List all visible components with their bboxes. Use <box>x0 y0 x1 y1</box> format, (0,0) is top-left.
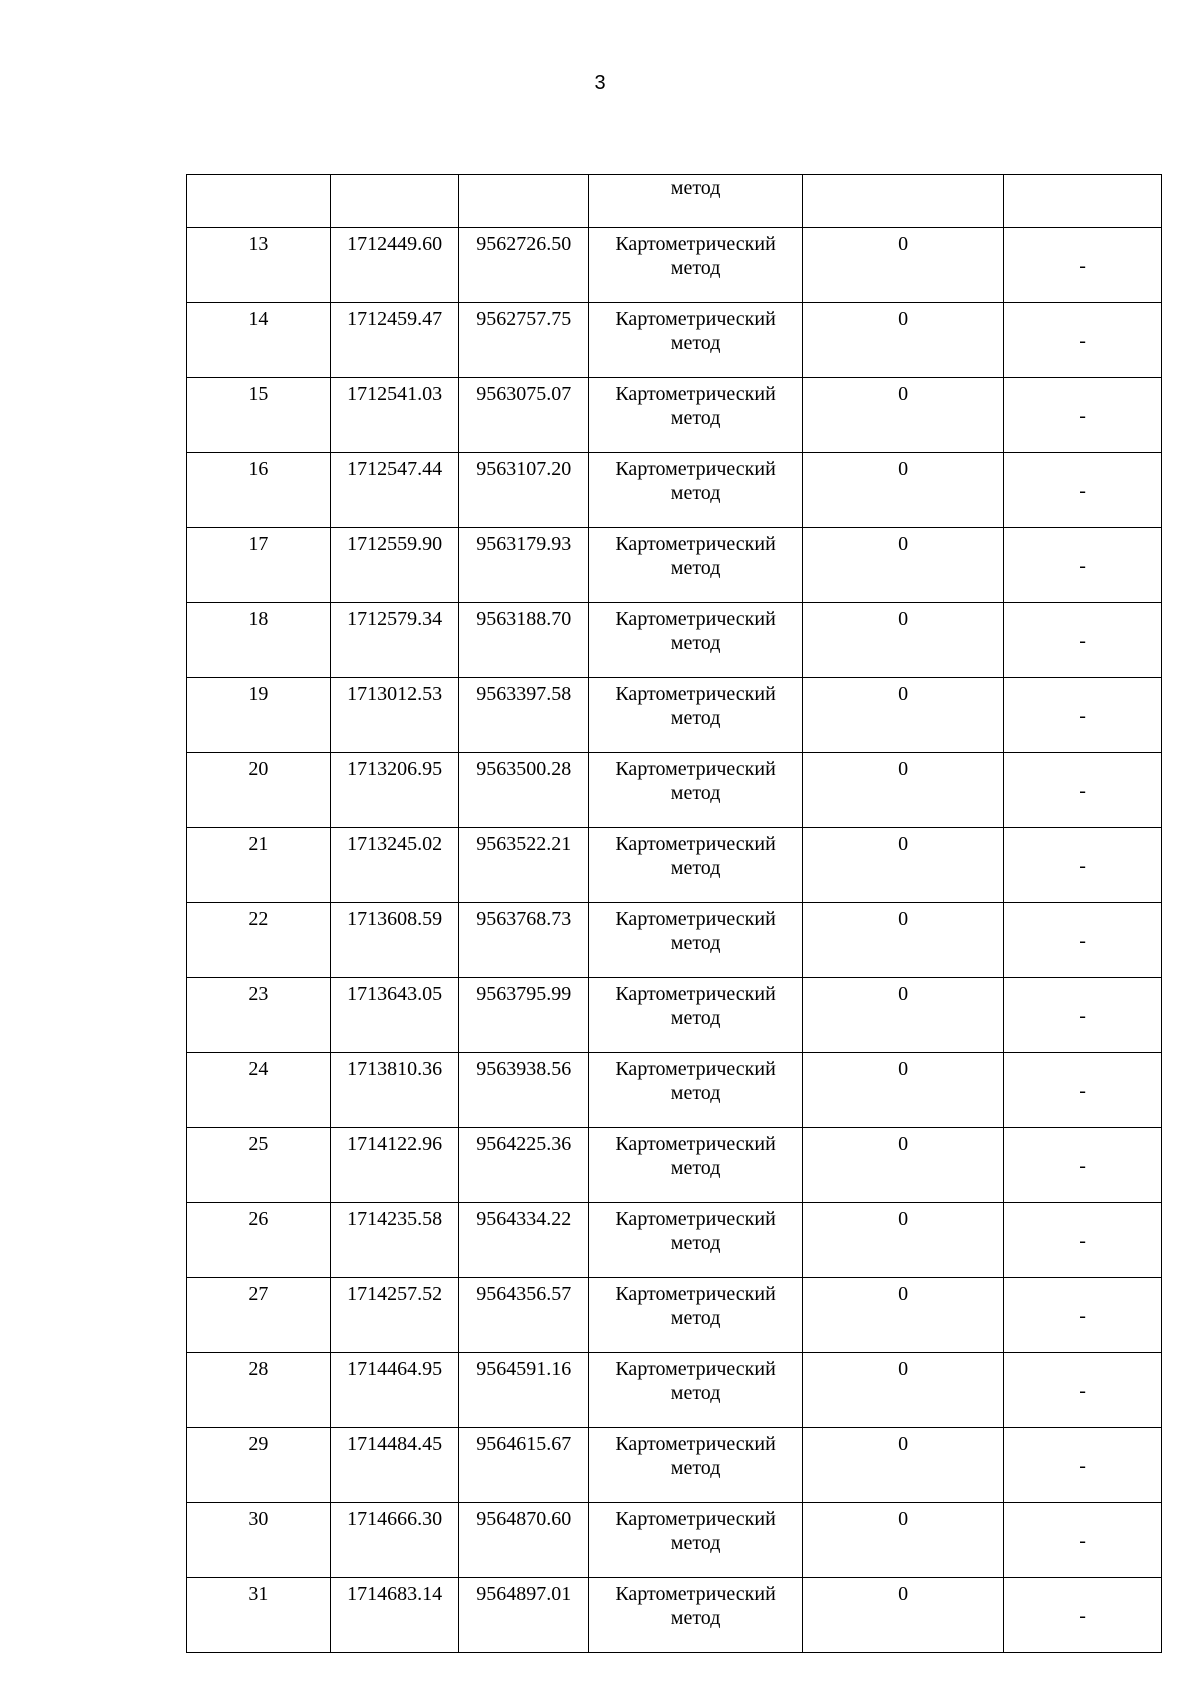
table-row <box>187 903 1162 978</box>
cell-y: 9563938.56 <box>459 1053 589 1128</box>
cell-method <box>589 828 803 903</box>
cell-y: 9564897.01 <box>459 1578 589 1653</box>
cell-y <box>459 175 589 228</box>
method-line-2: метод <box>670 782 721 804</box>
cell-accuracy: - <box>1004 1578 1162 1653</box>
cell-x: 1714666.30 <box>330 1503 459 1578</box>
cell-accuracy: - <box>1004 378 1162 453</box>
method-line-2: метод <box>670 482 721 504</box>
cell-y: 9563107.20 <box>459 453 589 528</box>
method-line-2: метод <box>670 857 721 879</box>
cell-number: 17 <box>187 528 331 603</box>
method-line-2: метод <box>670 1307 721 1329</box>
cell-method <box>589 378 803 453</box>
cell-y: 9564225.36 <box>459 1128 589 1203</box>
cell-x: 1713810.36 <box>330 1053 459 1128</box>
cell-error: 0 <box>803 453 1004 528</box>
cell-x: 1714235.58 <box>330 1203 459 1278</box>
cell-error: 0 <box>803 603 1004 678</box>
method-line-2: метод <box>670 257 721 279</box>
cell-number: 28 <box>187 1353 331 1428</box>
method-line-1: Картометрический <box>615 458 776 480</box>
method-line-2: метод <box>670 1382 721 1404</box>
cell-y: 9564591.16 <box>459 1353 589 1428</box>
cell-accuracy: - <box>1004 978 1162 1053</box>
method-line-1: Картометрический <box>615 1433 776 1455</box>
cell-method <box>589 903 803 978</box>
table-row <box>187 228 1162 303</box>
cell-number: 18 <box>187 603 331 678</box>
cell-accuracy: - <box>1004 1353 1162 1428</box>
cell-number: 31 <box>187 1578 331 1653</box>
cell-error: 0 <box>803 378 1004 453</box>
cell-error: 0 <box>803 1578 1004 1653</box>
cell-method <box>589 978 803 1053</box>
method-line-1: Картометрический <box>615 683 776 705</box>
method-line-1: Картометрический <box>615 1583 776 1605</box>
method-line-2: метод <box>670 1532 721 1554</box>
cell-x: 1712559.90 <box>330 528 459 603</box>
table-row <box>187 1578 1162 1653</box>
table-row <box>187 828 1162 903</box>
method-line-2: метод <box>670 407 721 429</box>
cell-accuracy: - <box>1004 828 1162 903</box>
cell-error <box>803 175 1004 228</box>
cell-number: 19 <box>187 678 331 753</box>
method-line-1: Картометрический <box>615 833 776 855</box>
cell-y: 9563179.93 <box>459 528 589 603</box>
cell-x: 1713206.95 <box>330 753 459 828</box>
cell-error: 0 <box>803 1053 1004 1128</box>
coordinates-table <box>186 174 1162 1653</box>
cell-error: 0 <box>803 828 1004 903</box>
cell-accuracy: - <box>1004 678 1162 753</box>
table-row <box>187 1203 1162 1278</box>
cell-error: 0 <box>803 1428 1004 1503</box>
method-line-2: метод <box>670 1232 721 1254</box>
cell-x: 1714464.95 <box>330 1353 459 1428</box>
cell-accuracy: - <box>1004 1428 1162 1503</box>
cell-y: 9563500.28 <box>459 753 589 828</box>
method-line-1: Картометрический <box>615 233 776 255</box>
cell-method <box>589 1278 803 1353</box>
method-line-1: Картометрический <box>615 1358 776 1380</box>
cell-method <box>589 228 803 303</box>
cell-error: 0 <box>803 1503 1004 1578</box>
method-line-1: Картометрический <box>615 983 776 1005</box>
cell-number: 13 <box>187 228 331 303</box>
table-row <box>187 1053 1162 1128</box>
cell-accuracy: - <box>1004 1503 1162 1578</box>
cell-method: метод <box>589 175 803 228</box>
table-row <box>187 378 1162 453</box>
cell-error: 0 <box>803 753 1004 828</box>
cell-x: 1714257.52 <box>330 1278 459 1353</box>
table-row <box>187 678 1162 753</box>
cell-number: 25 <box>187 1128 331 1203</box>
cell-accuracy: - <box>1004 603 1162 678</box>
cell-accuracy: - <box>1004 903 1162 978</box>
cell-number <box>187 175 331 228</box>
cell-error: 0 <box>803 978 1004 1053</box>
table-row <box>187 1353 1162 1428</box>
method-line-1: Картометрический <box>615 908 776 930</box>
cell-method <box>589 1428 803 1503</box>
method-line-1: Картометрический <box>615 1058 776 1080</box>
method-line-1: Картометрический <box>615 1508 776 1530</box>
cell-number: 22 <box>187 903 331 978</box>
continuation-row <box>187 175 1162 228</box>
cell-x: 1712541.03 <box>330 378 459 453</box>
cell-y: 9563795.99 <box>459 978 589 1053</box>
method-line-1: Картометрический <box>615 533 776 555</box>
cell-accuracy: - <box>1004 528 1162 603</box>
cell-y: 9563397.58 <box>459 678 589 753</box>
cell-error: 0 <box>803 303 1004 378</box>
cell-number: 23 <box>187 978 331 1053</box>
cell-accuracy: - <box>1004 228 1162 303</box>
method-line-2: метод <box>670 1607 721 1629</box>
cell-accuracy: - <box>1004 303 1162 378</box>
cell-method <box>589 1053 803 1128</box>
method-line-1: Картометрический <box>615 308 776 330</box>
table-row <box>187 978 1162 1053</box>
cell-y: 9563768.73 <box>459 903 589 978</box>
method-line-1: Картометрический <box>615 758 776 780</box>
cell-accuracy: - <box>1004 1053 1162 1128</box>
table-row <box>187 603 1162 678</box>
cell-x: 1712459.47 <box>330 303 459 378</box>
cell-method <box>589 303 803 378</box>
table-row <box>187 453 1162 528</box>
cell-x: 1713012.53 <box>330 678 459 753</box>
method-line-1: Картометрический <box>615 383 776 405</box>
method-line-2: метод <box>670 332 721 354</box>
cell-error: 0 <box>803 1203 1004 1278</box>
cell-y: 9563522.21 <box>459 828 589 903</box>
table-row <box>187 753 1162 828</box>
cell-accuracy: - <box>1004 1128 1162 1203</box>
cell-number: 14 <box>187 303 331 378</box>
cell-number: 30 <box>187 1503 331 1578</box>
cell-number: 16 <box>187 453 331 528</box>
cell-accuracy <box>1004 175 1162 228</box>
cell-method <box>589 1503 803 1578</box>
cell-y: 9564615.67 <box>459 1428 589 1503</box>
cell-method <box>589 1203 803 1278</box>
cell-y: 9564356.57 <box>459 1278 589 1353</box>
table-row <box>187 528 1162 603</box>
cell-error: 0 <box>803 228 1004 303</box>
cell-accuracy: - <box>1004 1278 1162 1353</box>
cell-number: 15 <box>187 378 331 453</box>
cell-error: 0 <box>803 903 1004 978</box>
cell-method <box>589 1128 803 1203</box>
method-line-2: метод <box>670 557 721 579</box>
cell-error: 0 <box>803 1278 1004 1353</box>
method-line-1: Картометрический <box>615 1208 776 1230</box>
cell-x <box>330 175 459 228</box>
cell-number: 20 <box>187 753 331 828</box>
method-line-2: метод <box>670 1157 721 1179</box>
cell-method <box>589 603 803 678</box>
table-row <box>187 1503 1162 1578</box>
cell-accuracy: - <box>1004 753 1162 828</box>
cell-x: 1714683.14 <box>330 1578 459 1653</box>
cell-method <box>589 1353 803 1428</box>
cell-accuracy: - <box>1004 1203 1162 1278</box>
method-line-1: Картометрический <box>615 608 776 630</box>
cell-number: 24 <box>187 1053 331 1128</box>
cell-x: 1712449.60 <box>330 228 459 303</box>
method-line-2: метод <box>670 707 721 729</box>
cell-y: 9562726.50 <box>459 228 589 303</box>
cell-y: 9562757.75 <box>459 303 589 378</box>
cell-method <box>589 528 803 603</box>
cell-error: 0 <box>803 528 1004 603</box>
method-line-2: метод <box>670 1457 721 1479</box>
cell-x: 1714484.45 <box>330 1428 459 1503</box>
table-row <box>187 1278 1162 1353</box>
method-line-2: метод <box>670 632 721 654</box>
table-row <box>187 1428 1162 1503</box>
cell-method <box>589 753 803 828</box>
cell-x: 1712547.44 <box>330 453 459 528</box>
cell-method <box>589 1578 803 1653</box>
method-line-2: метод <box>670 1082 721 1104</box>
table-row <box>187 303 1162 378</box>
cell-y: 9563075.07 <box>459 378 589 453</box>
method-line-1: Картометрический <box>615 1283 776 1305</box>
cell-x: 1712579.34 <box>330 603 459 678</box>
cell-x: 1714122.96 <box>330 1128 459 1203</box>
method-line-1: Картометрический <box>615 1133 776 1155</box>
cell-error: 0 <box>803 1128 1004 1203</box>
page-number: 3 <box>594 72 606 94</box>
cell-method <box>589 678 803 753</box>
method-line-2: метод <box>670 1007 721 1029</box>
cell-number: 27 <box>187 1278 331 1353</box>
table-body <box>187 175 1162 1653</box>
cell-error: 0 <box>803 1353 1004 1428</box>
cell-y: 9563188.70 <box>459 603 589 678</box>
cell-y: 9564870.60 <box>459 1503 589 1578</box>
cell-error: 0 <box>803 678 1004 753</box>
cell-y: 9564334.22 <box>459 1203 589 1278</box>
cell-method <box>589 453 803 528</box>
cell-number: 29 <box>187 1428 331 1503</box>
cell-number: 21 <box>187 828 331 903</box>
table-row <box>187 1128 1162 1203</box>
cell-x: 1713643.05 <box>330 978 459 1053</box>
cell-accuracy: - <box>1004 453 1162 528</box>
cell-x: 1713608.59 <box>330 903 459 978</box>
method-line-2: метод <box>670 932 721 954</box>
cell-x: 1713245.02 <box>330 828 459 903</box>
cell-number: 26 <box>187 1203 331 1278</box>
